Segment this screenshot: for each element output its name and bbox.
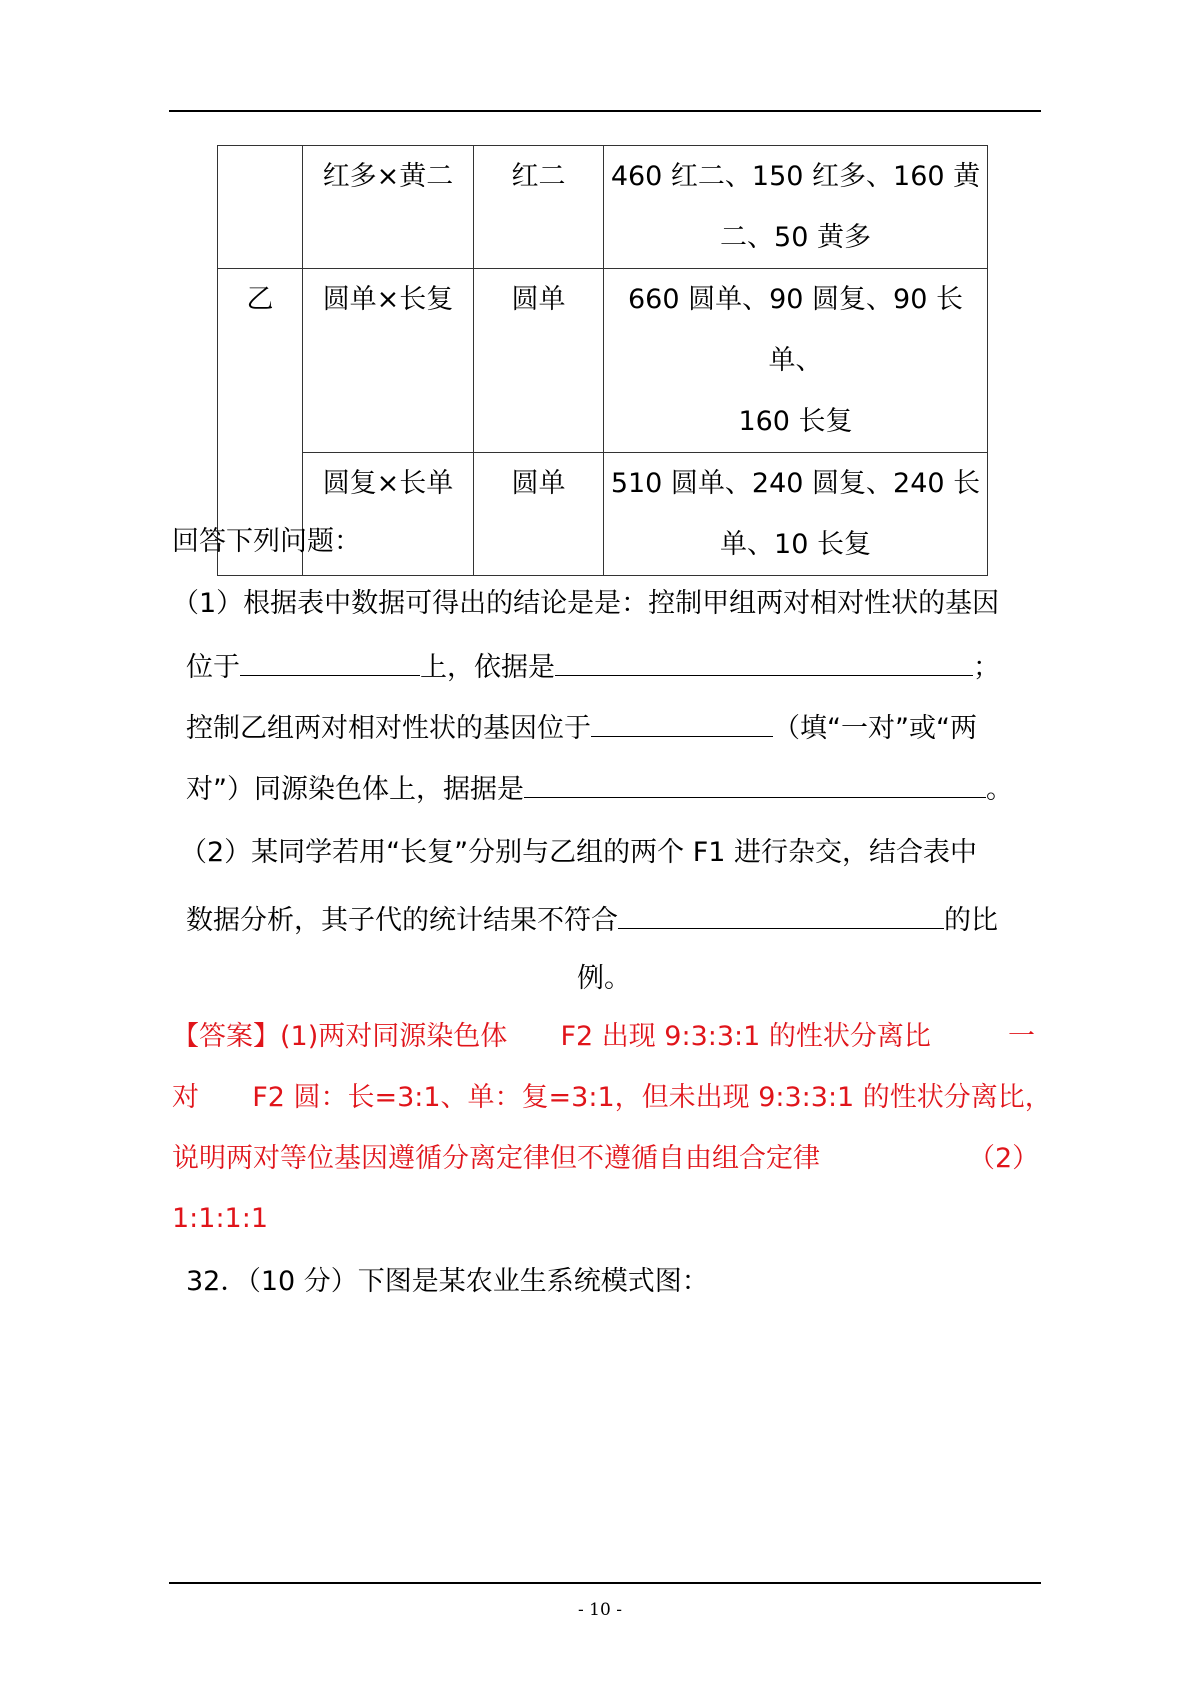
f2-text-line: 660 圆单、90 圆复、90 长单、 [628, 284, 963, 376]
answer-text: （2） [968, 1143, 1040, 1174]
f2-cell [604, 146, 988, 269]
q1-line-4 [186, 767, 1013, 810]
q1-text: 控制乙组两对相对性状的基因位于 [186, 713, 591, 744]
page-number: - 10 - [578, 1600, 622, 1620]
answer-blank [618, 898, 944, 929]
q1-text: 上，依据是 [420, 652, 555, 683]
f2-text-line: 510 圆单、240 圆复、240 长 [610, 468, 981, 499]
q1-line-1: （1）根据表中数据可得出的结论是是：控制甲组两对相对性状的基因 [172, 588, 1000, 619]
group-cell: 乙 [218, 269, 303, 576]
results-table [217, 145, 988, 576]
q1-text: 对”）同源染色体上，据据是 [186, 774, 524, 805]
table-row [218, 146, 988, 269]
answer-line-2 [172, 1078, 1052, 1118]
answer-text: F2 圆：长=3:1、单：复=3:1，但未出现 9:3:3:1 的性状分离比， [252, 1082, 1052, 1113]
q2-text: 的比 [944, 905, 998, 936]
questions-intro: 回答下列问题： [172, 526, 361, 557]
answer-line-1 [172, 1017, 931, 1057]
table-row [218, 269, 988, 453]
f1-cell: 圆单 [474, 453, 604, 576]
answer-text: F2 出现 9:3:3:1 的性状分离比 [560, 1021, 931, 1052]
q1-line-3 [186, 706, 977, 749]
q1-line-2 [186, 645, 1000, 688]
answer-blank [591, 706, 773, 737]
f2-text-line: 单、10 长复 [720, 529, 871, 560]
q2-text: 数据分析，其子代的统计结果不符合 [186, 905, 618, 936]
q2-line-2 [186, 898, 998, 941]
answer-blank [555, 645, 973, 676]
cross-cell: 红多×黄二 [303, 146, 474, 269]
q1-text: 位于 [186, 652, 240, 683]
answer-text: 对 [172, 1082, 199, 1113]
f2-text-line: 二、50 黄多 [720, 222, 871, 253]
header-rule [169, 110, 1041, 112]
f2-text-line: 160 长复 [738, 406, 853, 437]
q1-text: 。 [986, 774, 1013, 805]
cross-cell: 圆复×长单 [303, 453, 474, 576]
q2-line-1: （2）某同学若用“长复”分别与乙组的两个 F1 进行杂交，结合表中 [180, 837, 978, 868]
f2-cell [604, 269, 988, 453]
q1-text: （填“一对”或“两 [773, 713, 977, 744]
group-cell [218, 146, 303, 269]
answer-text: 【答案】(1)两对同源染色体 [172, 1021, 508, 1052]
answer-text: 一 [1008, 1021, 1035, 1052]
q2-line-3: 例。 [577, 963, 631, 994]
answer-blank [240, 645, 420, 676]
f1-cell: 圆单 [474, 269, 604, 453]
footer-rule [169, 1582, 1041, 1584]
f2-cell [604, 453, 988, 576]
f1-cell: 红二 [474, 146, 604, 269]
answer-line-4: 1:1:1:1 [172, 1203, 269, 1234]
answer-line-3: 说明两对等位基因遵循分离定律但不遵循自由组合定律 [172, 1143, 820, 1174]
cross-cell: 圆单×长复 [303, 269, 474, 453]
q1-text: ； [973, 652, 1000, 683]
f2-text-line: 460 红二、150 红多、160 黄 [610, 161, 981, 192]
answer-blank [524, 767, 986, 798]
question-32-heading: 32．（10 分）下图是某农业生系统模式图： [186, 1266, 709, 1297]
